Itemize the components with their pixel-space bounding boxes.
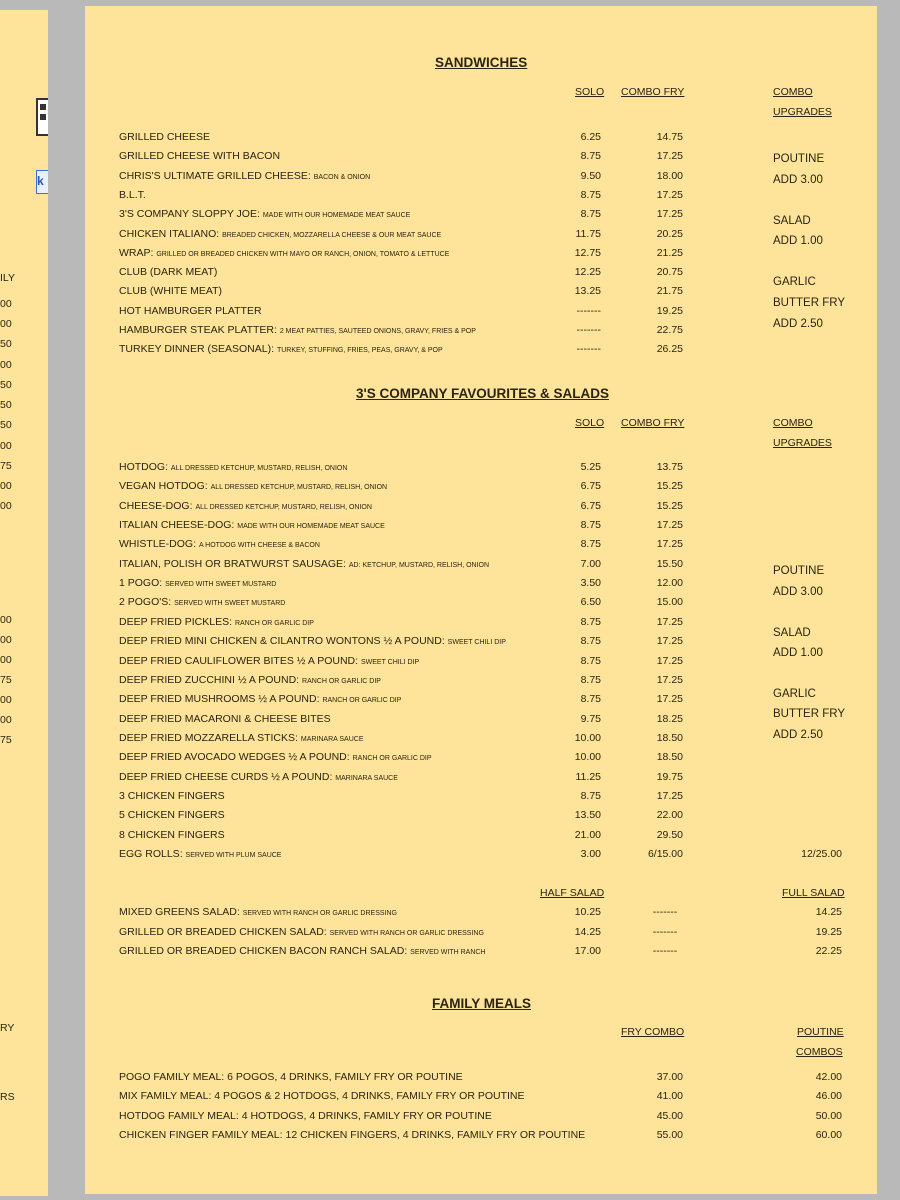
item-name: DEEP FRIED MACARONI & CHEESE BITES	[119, 712, 331, 725]
item-name: MIXED GREENS SALAD:	[119, 906, 240, 918]
full-salad-price: 14.25	[815, 906, 842, 918]
combo-price: 21.25	[656, 246, 683, 259]
combo-price: 26.25	[656, 343, 683, 356]
upgrade-line: ADD 2.50	[773, 318, 823, 330]
left-fragment-text: 50	[0, 419, 12, 431]
item-description: AD: KETCHUP, MUSTARD, RELISH, ONION	[348, 561, 490, 569]
item-description: TURKEY, STUFFING, FRIES, PEAS, GRAVY, & POP	[276, 347, 443, 355]
menu-item	[119, 150, 280, 162]
solo-price: 8.75	[580, 150, 601, 163]
upgrade-line: GARLIC	[773, 688, 816, 700]
combo-price: 18.50	[656, 751, 683, 764]
combo-price: 15.00	[656, 596, 683, 609]
solo-price: 9.75	[580, 712, 601, 725]
facebook-icon-letter: k	[37, 174, 44, 188]
item-name: VEGAN HOTDOG:	[119, 480, 208, 493]
solo-price: 8.75	[580, 693, 601, 706]
left-fragment-text: 75	[0, 674, 12, 686]
menu-item	[119, 208, 410, 220]
upgrade-line: ADD 2.50	[773, 729, 823, 741]
fry-combo-price: 45.00	[656, 1109, 683, 1122]
left-fragment-text: 00	[0, 298, 12, 310]
upgrade-line: POUTINE	[773, 565, 825, 577]
poutine-combo-price: 42.00	[815, 1071, 842, 1083]
family-meals-title: FAMILY MEALS	[432, 996, 532, 1011]
favourites-combo-header: COMBO FRY	[621, 417, 685, 429]
combo-price: 17.25	[656, 789, 683, 802]
item-name: 8 CHICKEN FINGERS	[119, 828, 225, 841]
combo-price: 17.25	[656, 208, 683, 221]
combo-price: 17.25	[656, 519, 683, 532]
menu-item	[119, 945, 485, 957]
combo-price: 22.00	[656, 809, 683, 822]
item-name: CHICKEN ITALIANO:	[119, 227, 220, 240]
item-description: BACON & ONION	[313, 173, 371, 181]
item-name: HAMBURGER STEAK PLATTER:	[119, 324, 277, 336]
menu-item	[119, 655, 419, 667]
solo-price: 8.75	[580, 635, 601, 648]
menu-item	[119, 500, 372, 512]
menu-item	[119, 829, 225, 841]
upgrade-line: ADD 3.00	[773, 586, 823, 598]
upgrade-line: ADD 1.00	[773, 647, 823, 659]
menu-item	[119, 266, 217, 278]
item-name: DEEP FRIED CAULIFLOWER BITES ½ A POUND:	[119, 654, 359, 667]
solo-price: 6.75	[580, 499, 601, 512]
menu-item	[119, 247, 449, 259]
combo-price: 17.25	[656, 150, 683, 163]
upgrade-line: BUTTER FRY	[773, 708, 845, 720]
combo-price: 15.50	[656, 557, 683, 570]
item-name: DEEP FRIED ZUCCHINI ½ A POUND:	[119, 673, 300, 686]
combo-price: 17.25	[656, 538, 683, 551]
combo-price: 15.25	[656, 480, 683, 493]
item-description: A HOTDOG WITH CHEESE & BACON	[198, 542, 320, 550]
item-name: HOT HAMBURGER PLATTER	[119, 304, 262, 317]
item-description: ALL DRESSED KETCHUP, MUSTARD, RELISH, ONION	[170, 465, 348, 472]
combo-price: 22.75	[656, 324, 683, 336]
half-salad-header: HALF SALAD	[540, 887, 605, 899]
full-salad-price: 22.25	[815, 945, 842, 957]
solo-price: -------	[576, 324, 601, 336]
menu-item	[119, 170, 370, 182]
item-name: CLUB (WHITE MEAT)	[119, 285, 223, 298]
item-name: 3'S COMPANY SLOPPY JOE:	[119, 208, 260, 221]
upgrade-line: ADD 3.00	[773, 174, 823, 186]
solo-price: 8.75	[580, 538, 601, 551]
item-name: TURKEY DINNER (SEASONAL):	[119, 343, 275, 356]
left-fragment-text: 00	[0, 694, 12, 706]
item-description: MARINARA SAUCE	[335, 774, 398, 782]
fry-combo-header: FRY COMBO	[621, 1026, 685, 1038]
solo-price: 9.50	[580, 169, 601, 182]
menu-item	[119, 519, 385, 531]
item-name: 3 CHICKEN FINGERS	[119, 789, 225, 802]
item-name: HOTDOG:	[119, 461, 168, 473]
item-name: CHEESE-DOG:	[119, 499, 193, 512]
item-name: DEEP FRIED MINI CHICKEN & CILANTRO WONTONS ½ A POUND:	[119, 635, 445, 648]
combo-price: 17.25	[656, 654, 683, 667]
menu-item	[119, 577, 276, 589]
solo-price: 12.25	[574, 266, 601, 279]
combo-price: 14.75	[656, 131, 683, 143]
half-salad-price: 10.25	[574, 906, 601, 918]
upgrade-line: GARLIC	[773, 276, 816, 288]
poutine-combo-price: 46.00	[815, 1090, 842, 1103]
combo-price: 19.25	[656, 304, 683, 317]
item-name: DEEP FRIED MOZZARELLA STICKS:	[119, 731, 298, 744]
menu-item	[119, 189, 146, 201]
menu-item	[119, 131, 210, 143]
item-name: B.L.T.	[119, 188, 146, 201]
menu-item	[119, 538, 320, 550]
item-description: SERVED WITH PLUM SAUCE	[185, 852, 282, 859]
left-fragment-text: 75	[0, 460, 12, 472]
item-name: GRILLED CHEESE	[119, 131, 211, 143]
solo-price: 12.75	[574, 246, 601, 259]
menu-item	[119, 751, 432, 763]
left-fragment-text: 00	[0, 500, 12, 512]
item-description: RANCH OR GARLIC DIP	[322, 697, 402, 705]
item-name: ITALIAN, POLISH OR BRATWURST SAUSAGE:	[119, 557, 346, 570]
combo-price: 18.50	[656, 731, 683, 744]
favourites-title: 3'S COMPANY FAVOURITES & SALADS	[356, 386, 609, 401]
fry-combo-price: 37.00	[656, 1071, 683, 1083]
item-description: RANCH OR GARLIC DIP	[234, 619, 314, 627]
combo-price: 17.25	[656, 615, 683, 628]
menu-item	[119, 343, 443, 355]
left-fragment-text: 00	[0, 614, 12, 626]
upgrade-line: SALAD	[773, 627, 811, 639]
item-name: DEEP FRIED MUSHROOMS ½ A POUND:	[119, 693, 320, 706]
solo-price: 3.00	[580, 848, 601, 860]
left-fragment-text: 00	[0, 480, 12, 492]
solo-price: -------	[576, 304, 601, 317]
menu-item	[119, 848, 281, 860]
family-meal-item: POGO FAMILY MEAL: 6 POGOS, 4 DRINKS, FAMILY FRY OR POUTINE	[119, 1071, 463, 1083]
fry-combo-price: 41.00	[656, 1090, 683, 1103]
sandwiches-combo-header: COMBO FRY	[621, 86, 685, 98]
full-salad-price: 19.25	[815, 925, 842, 938]
menu-item	[119, 305, 262, 317]
full-salad-header: FULL SALAD	[782, 887, 845, 899]
solo-price: 3.50	[580, 577, 601, 590]
item-description: ALL DRESSED KETCHUP, MUSTARD, RELISH, ONION	[210, 484, 388, 492]
sandwiches-upgrades-header-2: UPGRADES	[773, 106, 832, 118]
solo-price: 11.25	[575, 770, 601, 783]
item-name: DEEP FRIED CHEESE CURDS ½ A POUND:	[119, 770, 333, 783]
favourites-solo-header: SOLO	[575, 417, 605, 429]
item-description: SERVED WITH RANCH OR GARLIC DRESSING	[329, 929, 484, 937]
combo-price: 18.00	[656, 169, 683, 182]
left-fragment-text: 75	[0, 734, 12, 746]
left-fragment-text: 50	[0, 379, 12, 391]
item-description: MADE WITH OUR HOMEMADE MEAT SAUCE	[262, 212, 411, 220]
item-name: CHRIS'S ULTIMATE GRILLED CHEESE:	[119, 169, 311, 182]
left-fragment-text: ILY	[0, 272, 15, 284]
upgrade-line: POUTINE	[773, 153, 825, 165]
solo-price: 6.75	[580, 480, 601, 493]
upgrade-line: ADD 1.00	[773, 235, 823, 247]
menu-item	[119, 790, 225, 802]
solo-price: 5.25	[580, 461, 601, 473]
facebook-icon	[36, 170, 48, 194]
combo-price: 17.25	[656, 635, 683, 648]
poutine-combos-header-1: POUTINE	[797, 1026, 844, 1038]
solo-price: 11.75	[575, 227, 601, 240]
salad-dashes: -------	[652, 925, 678, 938]
combo-price: 17.25	[656, 188, 683, 201]
combo-price: 20.25	[656, 227, 683, 240]
solo-price: 6.25	[580, 131, 601, 143]
solo-price: 21.00	[574, 828, 601, 841]
family-meal-item: HOTDOG FAMILY MEAL: 4 HOTDOGS, 4 DRINKS, FAMILY FRY OR POUTINE	[119, 1109, 492, 1122]
solo-price: -------	[576, 343, 601, 356]
menu-item	[119, 635, 506, 647]
item-name: GRILLED CHEESE WITH BACON	[119, 150, 281, 163]
combo-price: 6/15.00	[647, 848, 683, 860]
left-fragment-text: 00	[0, 714, 12, 726]
solo-price: 13.25	[574, 285, 601, 298]
solo-price: 6.50	[580, 596, 601, 609]
item-description: GRILLED OR BREADED CHICKEN WITH MAYO OR RANCH, ONION, TOMATO & LETTUCE	[156, 250, 450, 258]
item-name: 5 CHICKEN FINGERS	[119, 809, 225, 822]
item-description: BREADED CHICKEN, MOZZARELLA CHEESE & OUR MEAT SAUCE	[222, 231, 442, 239]
solo-price: 7.00	[580, 557, 601, 570]
menu-item	[119, 480, 387, 492]
item-name: 2 POGO'S:	[119, 596, 172, 609]
item-description: SWEET CHILI DIP	[360, 658, 420, 666]
left-fragment-text: RS	[0, 1091, 15, 1103]
combo-price: 20.75	[656, 266, 683, 279]
left-menu-page-fragment	[0, 10, 48, 1196]
left-fragment-text: 00	[0, 318, 12, 330]
left-fragment-text: 50	[0, 399, 12, 411]
combo-price: 12.00	[656, 577, 683, 590]
solo-price: 8.75	[580, 673, 601, 686]
item-name: DEEP FRIED AVOCADO WEDGES ½ A POUND:	[119, 751, 350, 764]
extra-price: 12/25.00	[801, 848, 842, 860]
menu-item	[119, 228, 441, 240]
item-description: SERVED WITH RANCH	[410, 949, 486, 956]
upgrade-line: BUTTER FRY	[773, 297, 845, 309]
sandwiches-title: SANDWICHES	[435, 55, 528, 70]
item-name: ITALIAN CHEESE-DOG:	[119, 519, 235, 532]
solo-price: 8.75	[580, 615, 601, 628]
left-fragment-text: 00	[0, 654, 12, 666]
item-description: SERVED WITH SWEET MUSTARD	[174, 600, 286, 608]
menu-item	[119, 285, 222, 297]
menu-item	[119, 616, 314, 628]
left-fragment-text: 00	[0, 359, 12, 371]
qr-code-icon	[36, 98, 48, 136]
item-name: WHISTLE-DOG:	[119, 538, 197, 551]
solo-price: 8.75	[580, 654, 601, 667]
item-description: SWEET CHILI DIP	[447, 639, 506, 647]
menu-item	[119, 906, 397, 918]
menu-item	[119, 713, 331, 725]
half-salad-price: 14.25	[574, 925, 601, 938]
left-fragment-text: RY	[0, 1022, 15, 1034]
combo-price: 18.25	[656, 712, 683, 725]
item-description: SERVED WITH RANCH OR GARLIC DRESSING	[242, 910, 397, 917]
solo-price: 8.75	[580, 519, 601, 532]
item-name: GRILLED OR BREADED CHICKEN BACON RANCH SALAD:	[119, 945, 408, 957]
left-fragment-text: 00	[0, 634, 12, 646]
item-description: ALL DRESSED KETCHUP, MUSTARD, RELISH, ONION	[195, 503, 372, 511]
combo-price: 17.25	[656, 673, 683, 686]
item-name: 1 POGO:	[119, 577, 163, 590]
favourites-upgrades-header-2: UPGRADES	[773, 437, 832, 449]
sandwiches-upgrades-header-1: COMBO	[773, 86, 813, 98]
item-description: SERVED WITH SWEET MUSTARD	[165, 581, 277, 589]
combo-price: 15.25	[656, 499, 683, 512]
menu-item	[119, 461, 347, 473]
combo-price: 19.75	[656, 770, 683, 783]
salad-dashes: -------	[652, 906, 678, 918]
fry-combo-price: 55.00	[656, 1128, 683, 1141]
solo-price: 10.00	[574, 731, 601, 744]
combo-price: 13.75	[656, 461, 683, 473]
combo-price: 17.25	[656, 693, 683, 706]
left-fragment-text: 00	[0, 440, 12, 452]
menu-item	[119, 558, 489, 570]
menu-item	[119, 771, 398, 783]
solo-price: 13.50	[574, 809, 601, 822]
family-meal-item: CHICKEN FINGER FAMILY MEAL: 12 CHICKEN FINGERS, 4 DRINKS, FAMILY FRY OR POUTINE	[119, 1128, 586, 1141]
menu-item	[119, 674, 381, 686]
poutine-combo-price: 50.00	[815, 1109, 842, 1122]
item-description: RANCH OR GARLIC DIP	[352, 755, 432, 763]
poutine-combo-price: 60.00	[815, 1128, 842, 1141]
menu-page	[85, 6, 877, 1194]
solo-price: 8.75	[580, 208, 601, 221]
combo-price: 21.75	[656, 285, 683, 298]
menu-item	[119, 809, 225, 821]
half-salad-price: 17.00	[574, 945, 601, 957]
combo-price: 29.50	[656, 828, 683, 841]
salad-dashes: -------	[652, 945, 678, 957]
upgrade-line: SALAD	[773, 215, 811, 227]
item-name: DEEP FRIED PICKLES:	[119, 615, 233, 628]
poutine-combos-header-2: COMBOS	[796, 1046, 843, 1058]
item-name: EGG ROLLS:	[119, 848, 183, 860]
solo-price: 8.75	[580, 188, 601, 201]
item-description: MARINARA SAUCE	[300, 735, 364, 743]
menu-item	[119, 693, 401, 705]
menu-item	[119, 732, 363, 744]
item-name: GRILLED OR BREADED CHICKEN SALAD:	[119, 925, 327, 938]
item-description: MADE WITH OUR HOMEMADE MEAT SAUCE	[237, 523, 385, 531]
solo-price: 10.00	[574, 751, 601, 764]
solo-price: 8.75	[580, 789, 601, 802]
family-meal-item: MIX FAMILY MEAL: 4 POGOS & 2 HOTDOGS, 4 DRINKS, FAMILY FRY OR POUTINE	[119, 1090, 525, 1103]
menu-item	[119, 596, 285, 608]
item-description: 2 MEAT PATTIES, SAUTEED ONIONS, GRAVY, FRIES & POP	[279, 328, 476, 335]
left-fragment-text: 50	[0, 338, 12, 350]
menu-item	[119, 926, 484, 938]
favourites-upgrades-header-1: COMBO	[773, 417, 813, 429]
menu-item	[119, 324, 476, 336]
sandwiches-solo-header: SOLO	[575, 86, 605, 98]
item-name: CLUB (DARK MEAT)	[119, 266, 218, 279]
item-name: WRAP:	[119, 246, 154, 259]
item-description: RANCH OR GARLIC DIP	[302, 677, 381, 685]
